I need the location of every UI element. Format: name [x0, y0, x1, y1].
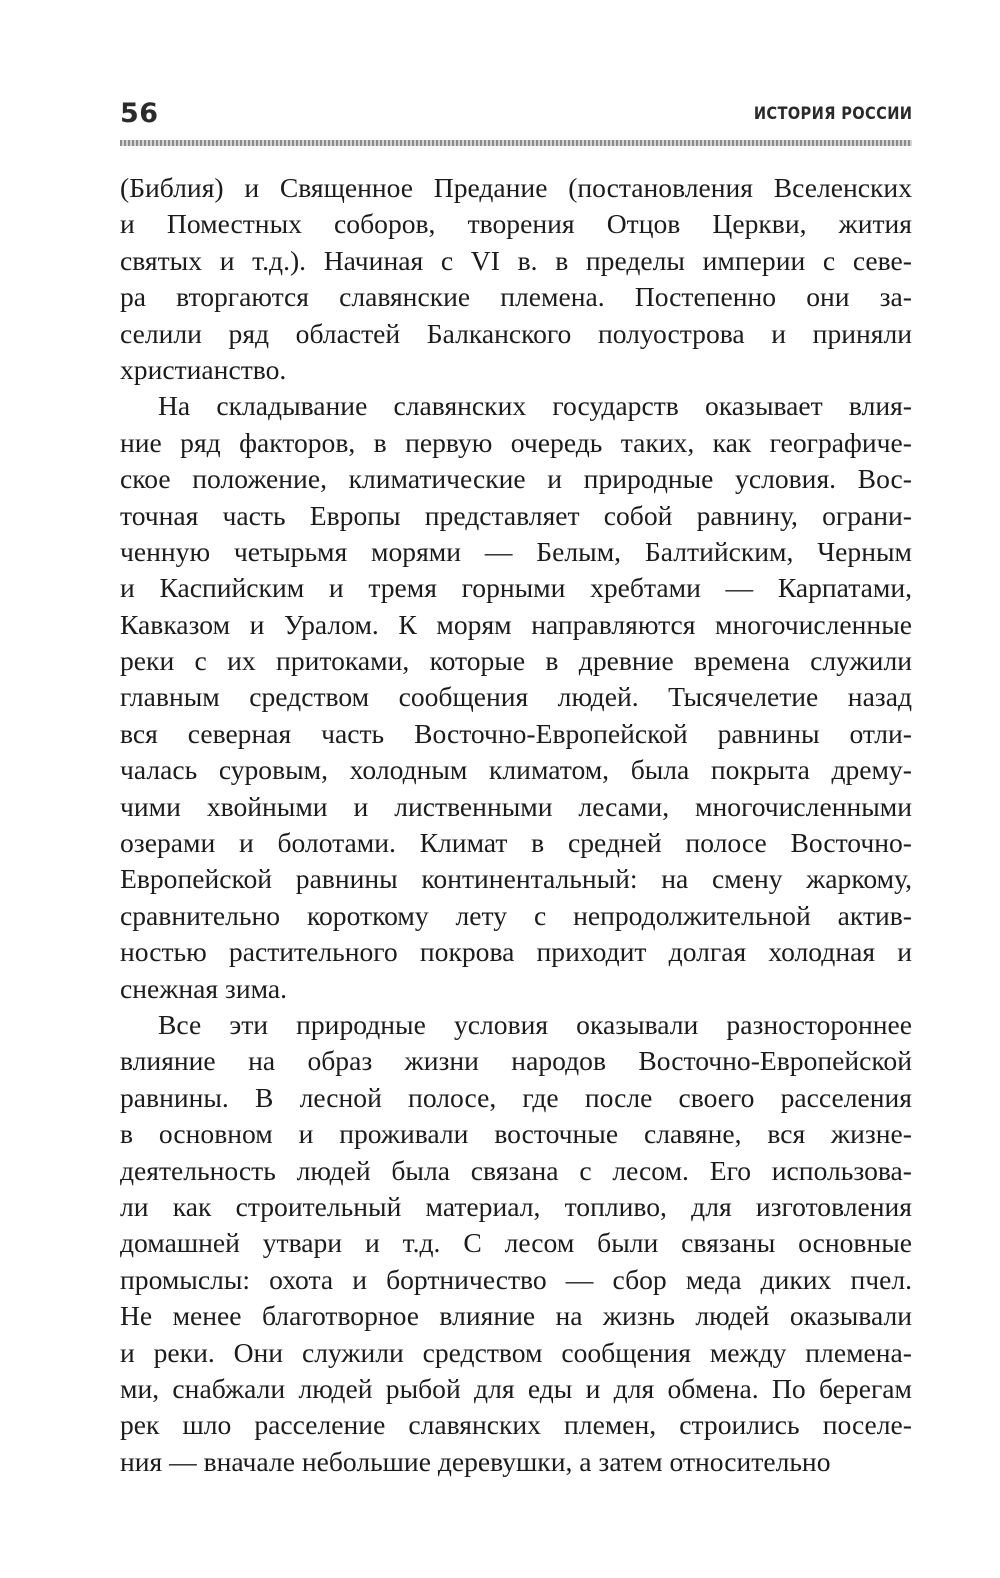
text-line: ностью растительного покрова приходит долгая холодная и	[120, 936, 912, 968]
text-line: и реки. Они служили средством сообщения между племена-	[120, 1336, 912, 1368]
text-line: в основном и проживали восточные славяне, вся жизне-	[120, 1118, 912, 1150]
text-line: ние ряд факторов, в первую очередь таких, как географиче-	[120, 426, 912, 458]
text-line: Кавказом и Уралом. К морям направляются многочисленные	[120, 608, 912, 640]
text-line: озерами и болотами. Климат в средней полосе Восточно-	[120, 827, 912, 859]
text-line: чими хвойными и лиственными лесами, многочисленными	[120, 790, 912, 822]
text-line: домашней утвари и т.д. С лесом были связаны основные	[120, 1227, 912, 1259]
text-line: чалась суровым, холодным климатом, была покрыта дрему-	[120, 754, 912, 786]
text-line: вся северная часть Восточно-Европейской равнины отли-	[120, 717, 912, 749]
text-line: влияние на образ жизни народов Восточно-Европейской	[120, 1045, 912, 1077]
text-line: ское положение, климатические и природные условия. Вос-	[120, 463, 912, 495]
paragraph	[120, 1007, 912, 1480]
text-line: На складывание славянских государств оказывает влия-	[158, 390, 912, 422]
text-line: Не менее благотворное влияние на жизнь людей оказывали	[120, 1300, 912, 1332]
text-line: (Библия) и Священное Предание (постановления Вселенских	[120, 172, 912, 203]
text-line: сравнительно короткому лету с непродолжительной актив-	[120, 899, 912, 931]
text-line: ра вторгаются славянские племена. Постепенно они за-	[120, 281, 912, 313]
running-header	[120, 92, 912, 136]
text-line: ченную четырьмя морями — Белым, Балтийским, Черным	[120, 535, 912, 567]
text-line: ми, снабжали людей рыбой для еды и для обмена. По берегам	[120, 1372, 912, 1404]
body-text	[120, 170, 912, 1480]
text-line: Все эти природные условия оказывали разностороннее	[158, 1008, 912, 1040]
text-line: и Поместных соборов, творения Отцов Церкви, жития	[120, 208, 912, 240]
text-line: точная часть Европы представляет собой равнину, ограни-	[120, 499, 912, 531]
text-line: святых и т.д.). Начиная с VI в. в пределы империи с севе-	[120, 244, 912, 276]
header-divider	[120, 140, 912, 146]
text-line: селили ряд областей Балканского полуострова и приняли	[120, 317, 912, 349]
paragraph	[120, 170, 912, 388]
text-line: ли как строительный материал, топливо, для изготовления	[120, 1190, 912, 1222]
text-line: снежная зима.	[120, 972, 288, 1004]
text-line: христианство.	[120, 353, 287, 385]
paragraph	[120, 388, 912, 1007]
text-line: главным средством сообщения людей. Тысячелетие назад	[120, 681, 912, 713]
text-line: рек шло расселение славянских племен, строились поселе-	[120, 1409, 912, 1441]
text-line: деятельность людей была связана с лесом. Его использова-	[120, 1154, 912, 1186]
text-line: ния — вначале небольшие деревушки, а затем относительно	[120, 1445, 831, 1477]
text-line: равнины. В лесной полосе, где после своего расселения	[120, 1081, 912, 1113]
text-line: реки с их притоками, которые в древние времена служили	[120, 645, 912, 677]
running-title: ИСТОРИЯ РОССИИ	[753, 104, 912, 124]
text-line: и Каспийским и тремя горными хребтами — Карпатами,	[120, 572, 912, 604]
page-number: 56	[120, 98, 159, 129]
text-line: промыслы: охота и бортничество — сбор меда диких пчел.	[120, 1263, 912, 1295]
text-line: Европейской равнины континентальный: на смену жаркому,	[120, 863, 912, 895]
